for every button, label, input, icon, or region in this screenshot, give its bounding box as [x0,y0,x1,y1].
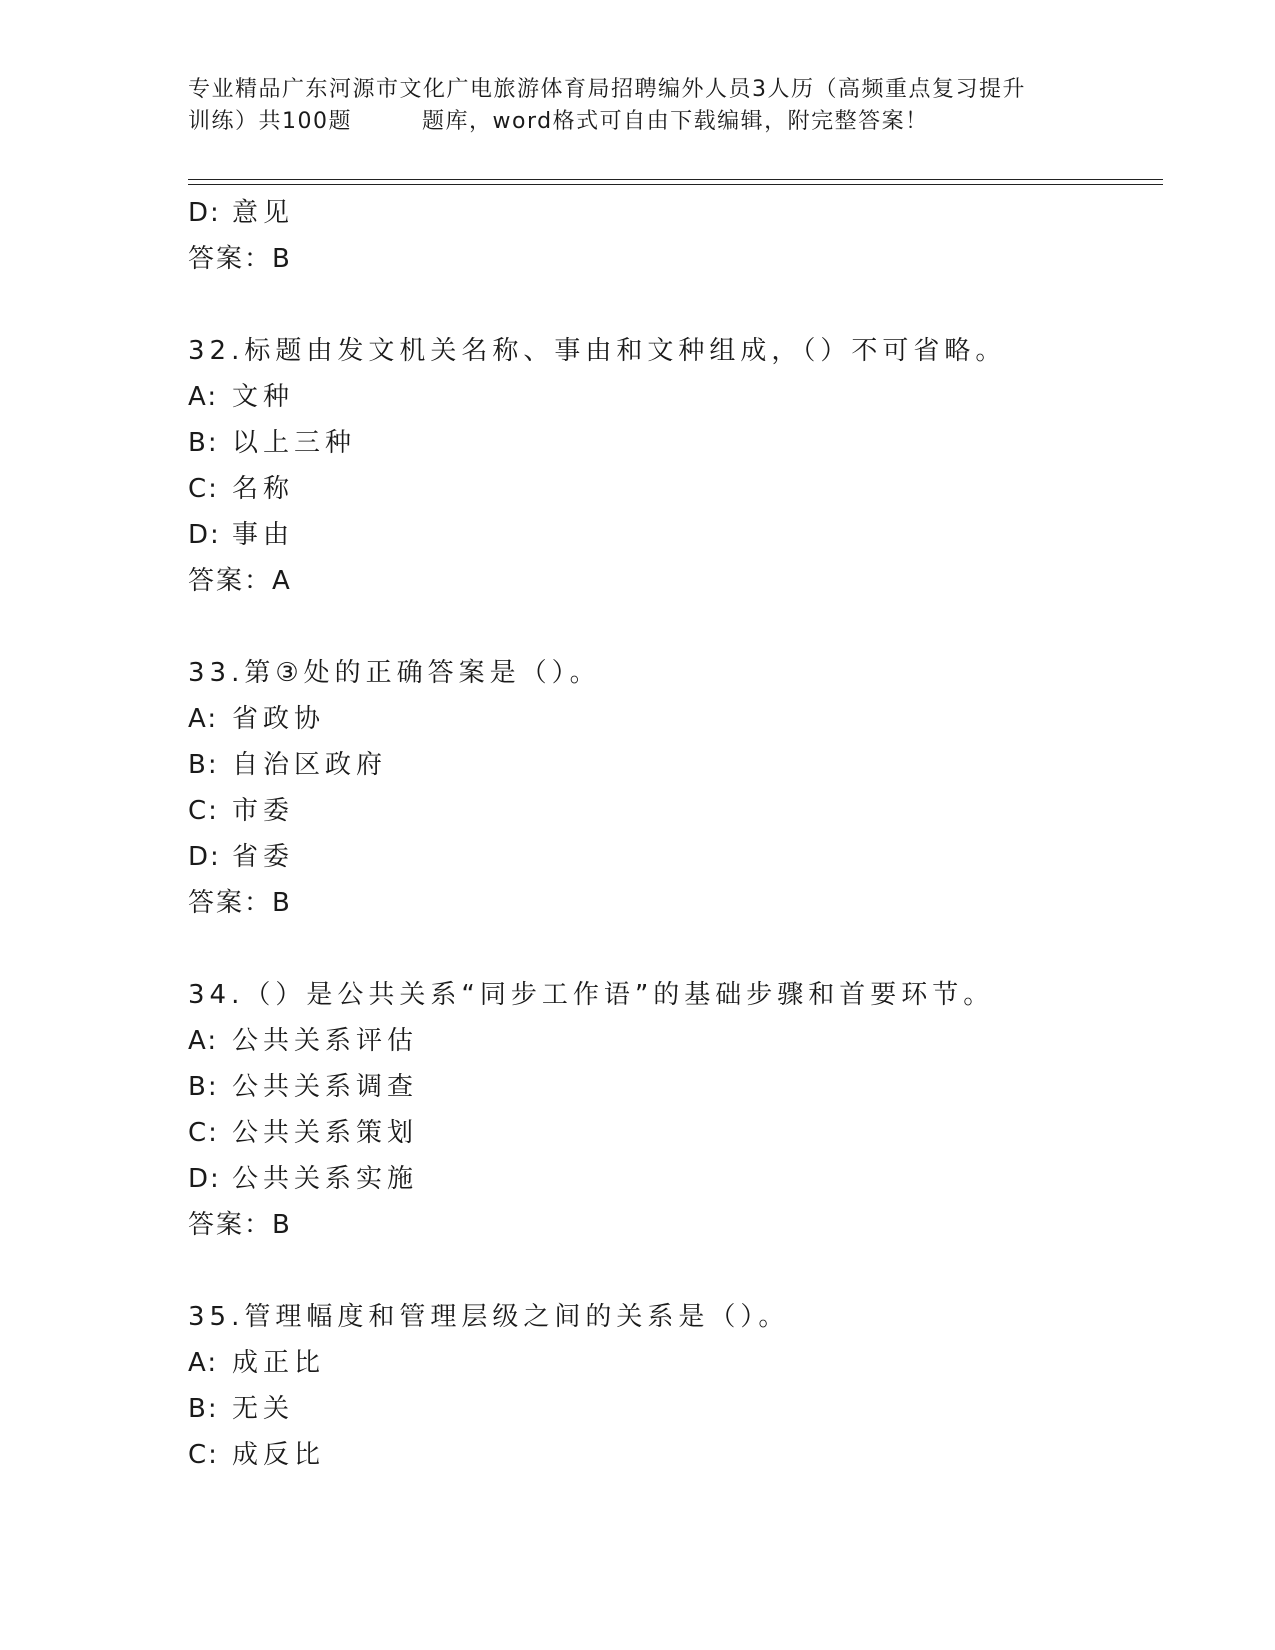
question-list [188,190,1163,1478]
option-label: A: [188,1348,219,1378]
option-label: A: [188,1026,219,1056]
header-title-line2 [188,106,1088,138]
option-label: A: [188,382,219,412]
option-text: 文种 [232,382,295,412]
option-text: 意见 [232,198,295,228]
option-text: 自治区政府 [232,750,388,780]
option-label: C: [188,474,219,504]
option-row [188,1018,1163,1064]
option-row [188,190,1163,236]
question-stem: 34.（）是公共关系“同步工作语”的基础步骤和首要环节。 [188,980,995,1010]
answer-line: 答案：B [188,888,292,918]
option-text: 公共关系实施 [232,1164,419,1194]
option-row [188,466,1163,512]
option-text: 公共关系策划 [232,1118,419,1148]
option-text: 公共关系评估 [232,1026,419,1056]
option-row [188,742,1163,788]
header-title-line2-part2: 题库，word格式可自由下载编辑，附完整答案！ [422,109,929,134]
option-text: 省政协 [232,704,326,734]
option-row [188,512,1163,558]
question-spacer [188,282,1163,328]
option-label: C: [188,1118,219,1148]
question-stem: 35.管理幅度和管理层级之间的关系是（）。 [188,1302,790,1332]
option-label: B: [188,750,219,780]
option-row [188,1110,1163,1156]
option-row [188,1340,1163,1386]
option-text: 市委 [232,796,295,826]
option-text: 名称 [232,474,295,504]
question-spacer [188,926,1163,972]
option-text: 省委 [232,842,295,872]
answer-line: 答案：A [188,566,292,596]
option-label: D: [188,520,221,550]
option-row [188,374,1163,420]
answer-line: 答案：B [188,244,292,274]
option-label: C: [188,1440,219,1470]
answer-line: 答案：B [188,1210,292,1240]
question-spacer [188,1248,1163,1294]
option-row [188,1064,1163,1110]
option-row [188,1156,1163,1202]
option-text: 以上三种 [232,428,357,458]
option-label: B: [188,1394,219,1424]
header-divider-top [188,179,1163,180]
option-text: 公共关系调查 [232,1072,419,1102]
header-title-line1: 专业精品广东河源市文化广电旅游体育局招聘编外人员3人历（高频重点复习提升 [188,77,1026,102]
option-label: B: [188,1072,219,1102]
option-row [188,696,1163,742]
option-label: A: [188,704,219,734]
option-label: C: [188,796,219,826]
question-stem: 33.第③处的正确答案是（）。 [188,658,601,688]
option-text: 成反比 [232,1440,326,1470]
header-divider-bottom [188,184,1163,185]
header-title-line2-part1: 训练）共100题 [188,109,352,134]
option-row [188,1386,1163,1432]
option-row [188,834,1163,880]
option-row [188,788,1163,834]
option-label: D: [188,842,221,872]
page-header [188,74,1088,138]
option-text: 无关 [232,1394,295,1424]
option-text: 成正比 [232,1348,326,1378]
question-spacer [188,604,1163,650]
option-row [188,420,1163,466]
option-row [188,1432,1163,1478]
question-stem: 32.标题由发文机关名称、事由和文种组成，（）不可省略。 [188,336,1007,366]
option-text: 事由 [232,520,295,550]
option-label: D: [188,198,221,228]
option-label: D: [188,1164,221,1194]
option-label: B: [188,428,219,458]
